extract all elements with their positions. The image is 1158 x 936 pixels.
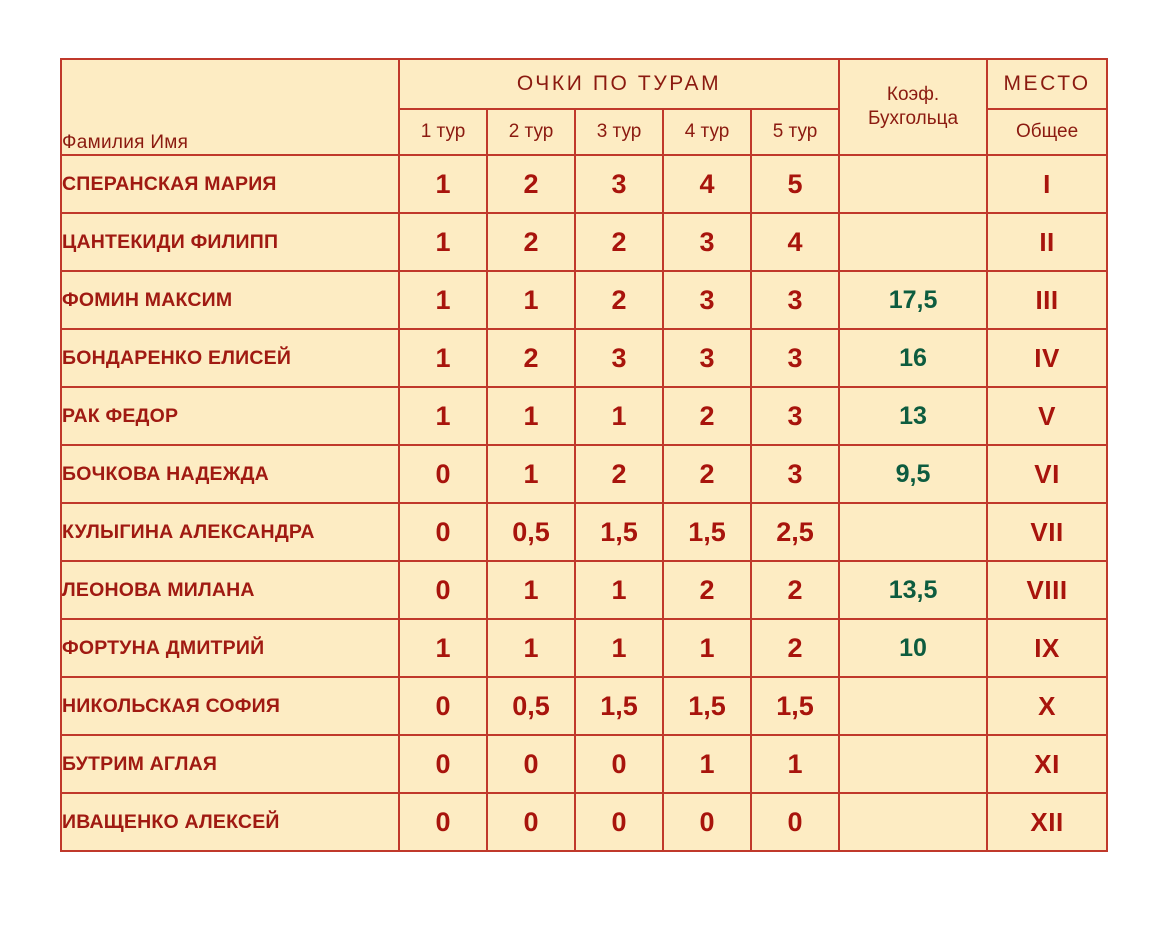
player-name: РАК ФЕДОР — [61, 387, 399, 445]
place-value: VIII — [987, 561, 1107, 619]
place-value: VII — [987, 503, 1107, 561]
place-value: III — [987, 271, 1107, 329]
round-score: 1 — [575, 387, 663, 445]
buchholz-value — [839, 503, 987, 561]
table-row — [61, 271, 1107, 329]
round-score: 1,5 — [751, 677, 839, 735]
round-score: 2 — [751, 619, 839, 677]
buchholz-value: 17,5 — [839, 271, 987, 329]
round-score: 0 — [399, 677, 487, 735]
round-score: 0 — [663, 793, 751, 851]
header-row-top — [61, 59, 1107, 109]
place-value: X — [987, 677, 1107, 735]
table-row — [61, 619, 1107, 677]
header-player-name: Фамилия Имя — [61, 59, 399, 155]
round-score: 1 — [751, 735, 839, 793]
header-place-sub: Общее — [987, 109, 1107, 155]
round-score: 2,5 — [751, 503, 839, 561]
round-score: 2 — [663, 561, 751, 619]
buchholz-value — [839, 213, 987, 271]
round-score: 2 — [487, 213, 575, 271]
round-score: 1 — [399, 619, 487, 677]
round-score: 1 — [487, 561, 575, 619]
round-score: 3 — [663, 329, 751, 387]
round-score: 2 — [663, 445, 751, 503]
header-buchholz-line2: Бухгольца — [867, 108, 959, 129]
round-score: 2 — [575, 213, 663, 271]
player-name: БУТРИМ АГЛАЯ — [61, 735, 399, 793]
header-buchholz-line1: Коэф. — [886, 84, 940, 106]
round-score: 0,5 — [487, 503, 575, 561]
round-score: 3 — [751, 271, 839, 329]
round-score: 1 — [663, 619, 751, 677]
round-score: 1 — [399, 213, 487, 271]
round-score: 0 — [399, 503, 487, 561]
round-score: 2 — [487, 329, 575, 387]
standings-table-wrapper — [60, 58, 1098, 852]
player-name: ФОРТУНА ДМИТРИЙ — [61, 619, 399, 677]
table-row — [61, 155, 1107, 213]
header-round-2: 2 тур — [487, 109, 575, 155]
round-score: 1,5 — [575, 677, 663, 735]
buchholz-value: 13 — [839, 387, 987, 445]
round-score: 1 — [399, 155, 487, 213]
round-score: 0 — [487, 735, 575, 793]
buchholz-value — [839, 155, 987, 213]
place-value: VI — [987, 445, 1107, 503]
header-place-group: МЕСТО — [987, 59, 1107, 109]
player-name: БОЧКОВА НАДЕЖДА — [61, 445, 399, 503]
buchholz-value — [839, 735, 987, 793]
player-name: КУЛЫГИНА АЛЕКСАНДРА — [61, 503, 399, 561]
round-score: 3 — [575, 329, 663, 387]
player-name: СПЕРАНСКАЯ МАРИЯ — [61, 155, 399, 213]
round-score: 0 — [399, 445, 487, 503]
table-row — [61, 793, 1107, 851]
table-row — [61, 677, 1107, 735]
table-row — [61, 329, 1107, 387]
round-score: 5 — [751, 155, 839, 213]
table-row — [61, 445, 1107, 503]
round-score: 0 — [399, 561, 487, 619]
buchholz-value: 13,5 — [839, 561, 987, 619]
round-score: 1,5 — [663, 503, 751, 561]
header-rounds-group: ОЧКИ ПО ТУРАМ — [399, 59, 839, 109]
round-score: 2 — [575, 271, 663, 329]
tournament-standings-table — [60, 58, 1108, 852]
round-score: 1 — [487, 445, 575, 503]
round-score: 0,5 — [487, 677, 575, 735]
round-score: 0 — [575, 735, 663, 793]
header-round-4: 4 тур — [663, 109, 751, 155]
header-round-5: 5 тур — [751, 109, 839, 155]
round-score: 2 — [751, 561, 839, 619]
round-score: 0 — [487, 793, 575, 851]
round-score: 1 — [575, 561, 663, 619]
round-score: 1 — [575, 619, 663, 677]
table-row — [61, 503, 1107, 561]
table-row — [61, 387, 1107, 445]
place-value: XII — [987, 793, 1107, 851]
header-round-1: 1 тур — [399, 109, 487, 155]
place-value: II — [987, 213, 1107, 271]
round-score: 1 — [487, 387, 575, 445]
place-value: IV — [987, 329, 1107, 387]
player-name: ФОМИН МАКСИМ — [61, 271, 399, 329]
round-score: 4 — [663, 155, 751, 213]
buchholz-value — [839, 677, 987, 735]
place-value: XI — [987, 735, 1107, 793]
round-score: 3 — [663, 213, 751, 271]
round-score: 0 — [399, 793, 487, 851]
player-name: ЦАНТЕКИДИ ФИЛИПП — [61, 213, 399, 271]
buchholz-value — [839, 793, 987, 851]
round-score: 1,5 — [575, 503, 663, 561]
table-body — [61, 155, 1107, 851]
place-value: I — [987, 155, 1107, 213]
round-score: 1,5 — [663, 677, 751, 735]
round-score: 3 — [751, 329, 839, 387]
header-round-3: 3 тур — [575, 109, 663, 155]
round-score: 3 — [751, 445, 839, 503]
round-score: 1 — [487, 271, 575, 329]
buchholz-value: 9,5 — [839, 445, 987, 503]
round-score: 3 — [751, 387, 839, 445]
table-header — [61, 59, 1107, 155]
round-score: 0 — [399, 735, 487, 793]
player-name: ИВАЩЕНКО АЛЕКСЕЙ — [61, 793, 399, 851]
table-row — [61, 213, 1107, 271]
round-score: 1 — [399, 271, 487, 329]
buchholz-value: 10 — [839, 619, 987, 677]
round-score: 3 — [663, 271, 751, 329]
round-score: 0 — [575, 793, 663, 851]
round-score: 0 — [751, 793, 839, 851]
round-score: 1 — [487, 619, 575, 677]
round-score: 1 — [399, 329, 487, 387]
round-score: 1 — [663, 735, 751, 793]
round-score: 1 — [399, 387, 487, 445]
player-name: ЛЕОНОВА МИЛАНА — [61, 561, 399, 619]
round-score: 2 — [487, 155, 575, 213]
place-value: V — [987, 387, 1107, 445]
table-row — [61, 735, 1107, 793]
round-score: 2 — [663, 387, 751, 445]
header-buchholz — [839, 59, 987, 155]
round-score: 2 — [575, 445, 663, 503]
player-name: БОНДАРЕНКО ЕЛИСЕЙ — [61, 329, 399, 387]
table-row — [61, 561, 1107, 619]
round-score: 3 — [575, 155, 663, 213]
round-score: 4 — [751, 213, 839, 271]
place-value: IX — [987, 619, 1107, 677]
player-name: НИКОЛЬСКАЯ СОФИЯ — [61, 677, 399, 735]
buchholz-value: 16 — [839, 329, 987, 387]
